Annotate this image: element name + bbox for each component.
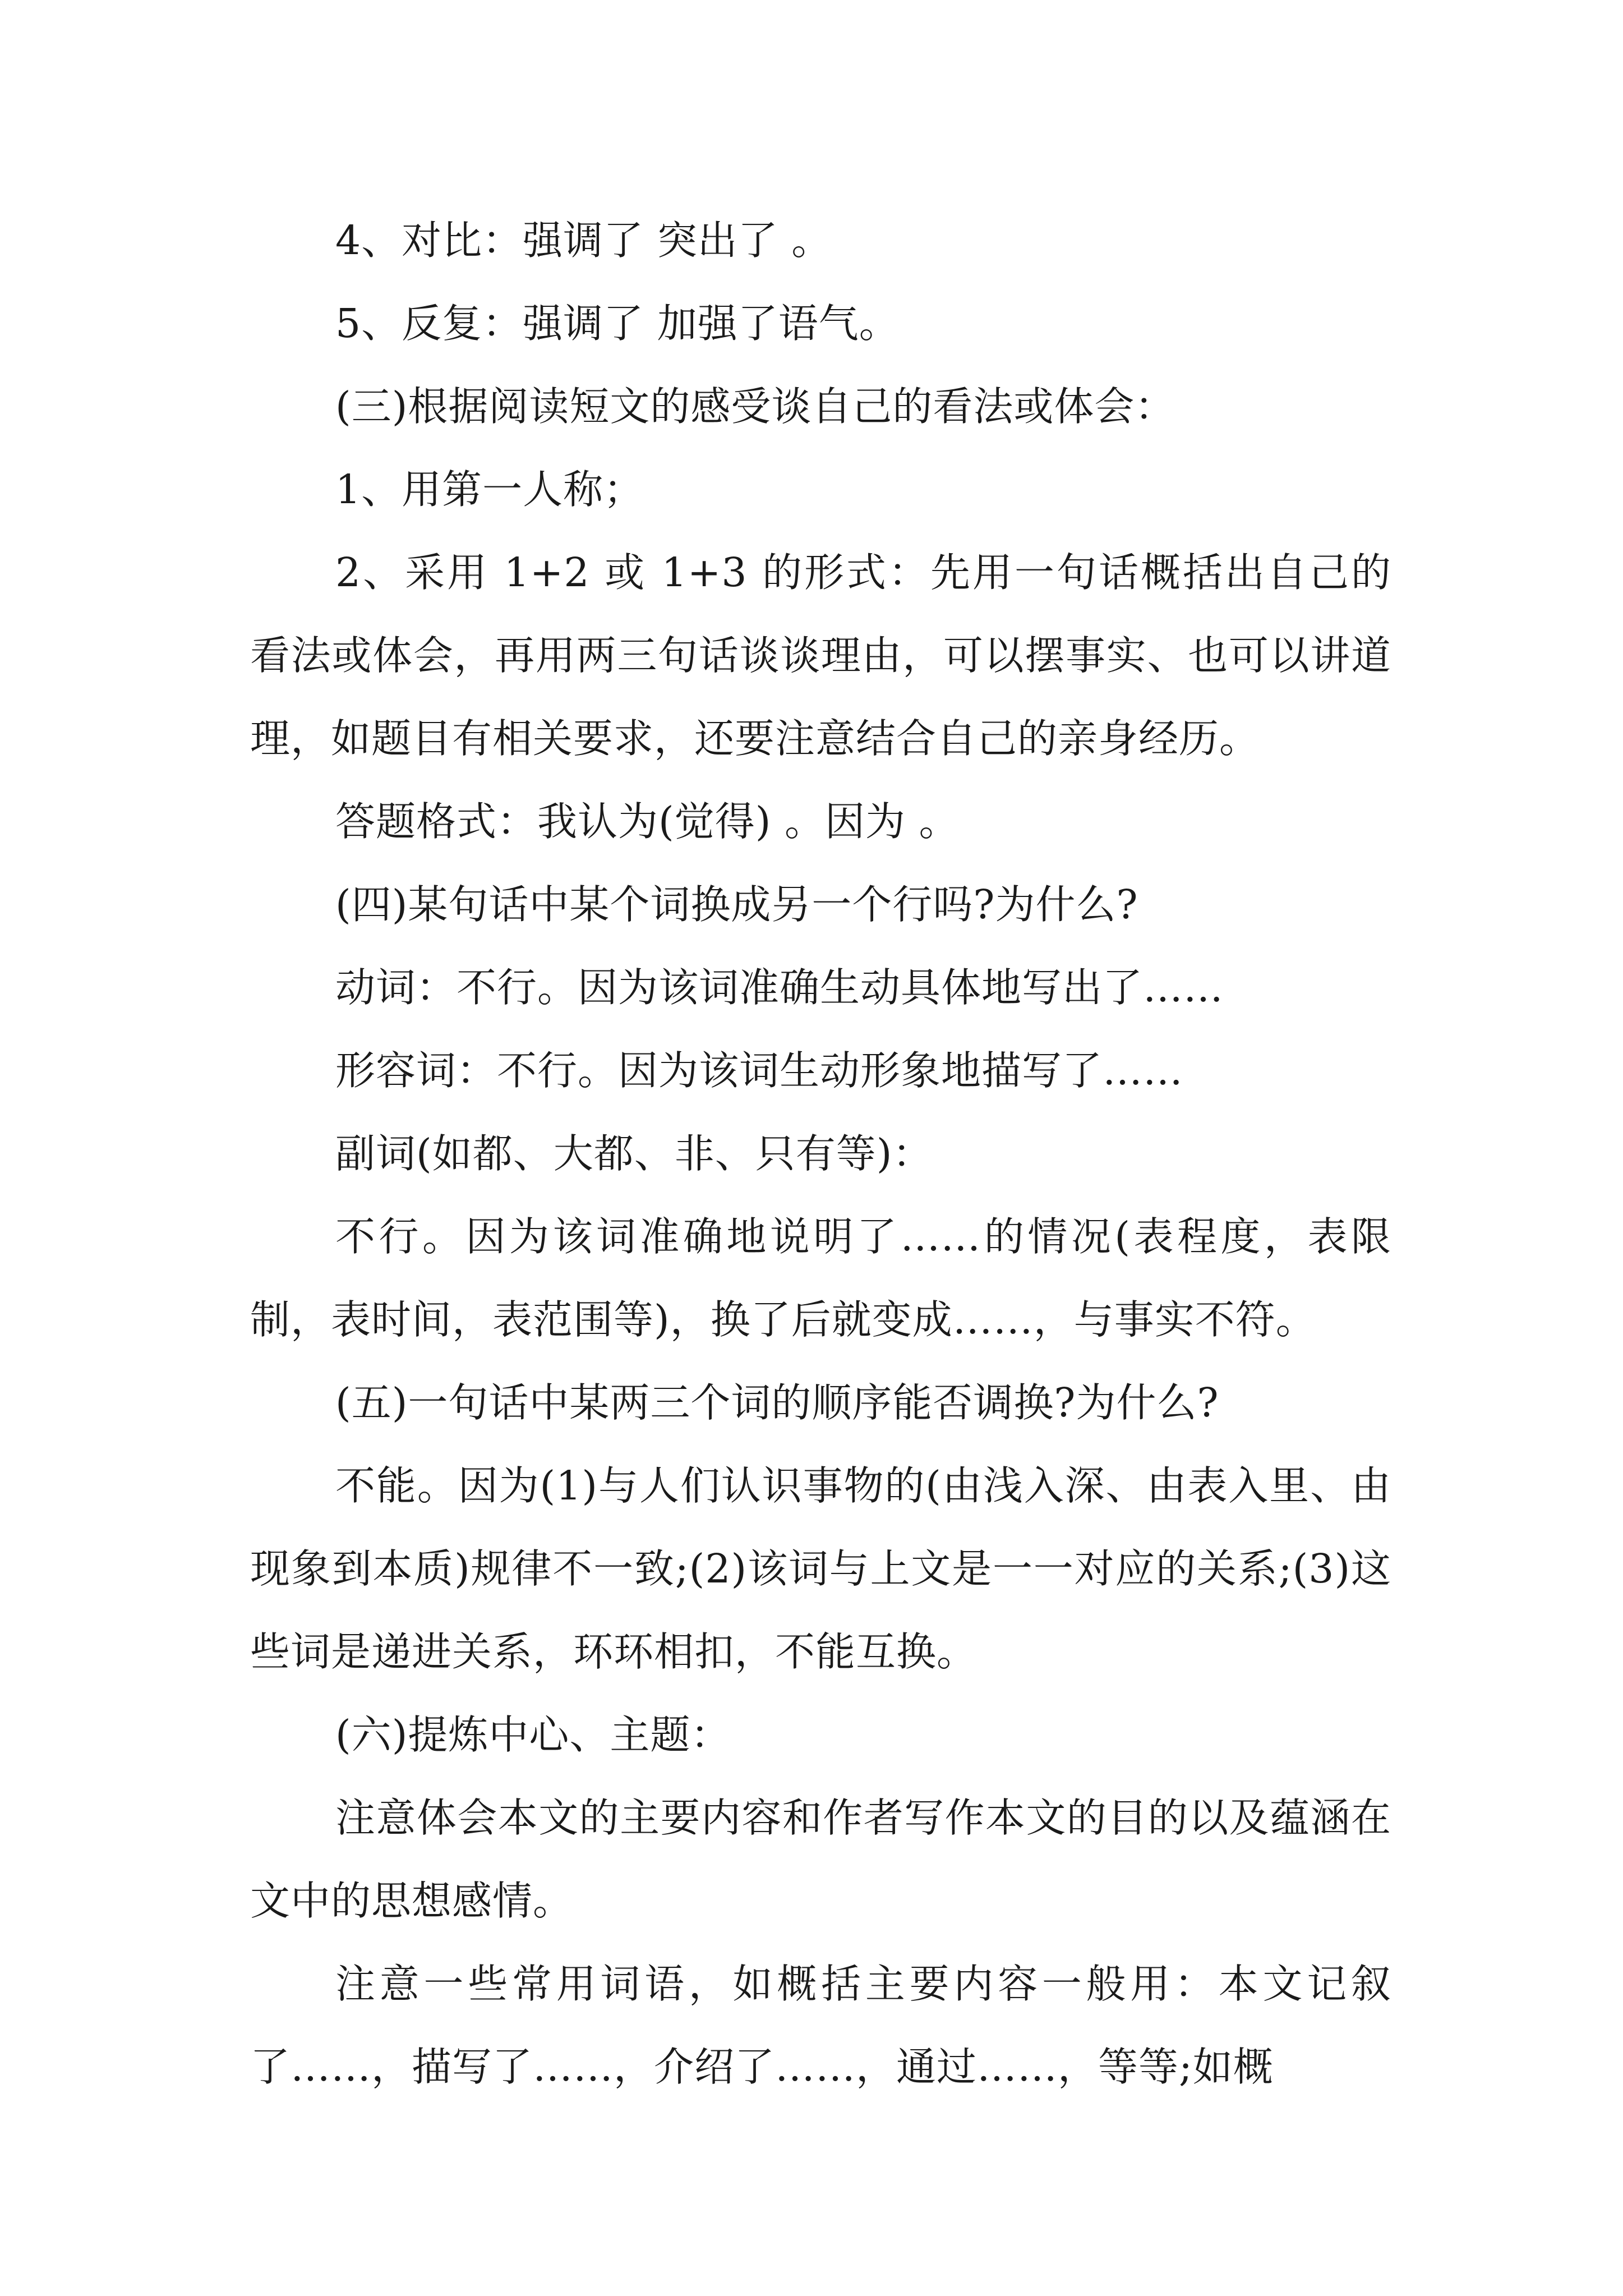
paragraph-adverb: 副词(如都、大都、非、只有等)：: [335, 1130, 933, 1177]
section-heading-6: (六)提炼中心、主题：: [335, 1711, 731, 1758]
paragraph-theme: 注意体会本文的主要内容和作者写作本文的目的以及蕴涵在文中的思想感情。: [250, 1795, 1391, 1924]
paragraph-adjective: 形容词：不行。因为该词生动形象地描写了……: [335, 1047, 1184, 1094]
paragraph-answer-format: 答题格式：我认为(觉得) 。因为 。: [335, 798, 960, 845]
paragraph-order-answer: 不能。因为(1)与人们认识事物的(由浅入深、由表入里、由现象到本质)规律不一致;(2)该词与上文是一一对应的关系;(3)这些词是递进关系，环环相扣，不能互换。: [250, 1462, 1391, 1675]
paragraph-verb: 动词：不行。因为该词准确生动具体地写出了……: [335, 964, 1224, 1011]
paragraph-repetition: 5、反复：强调了 加强了语气。: [335, 300, 900, 347]
paragraph-first-person: 1、用第一人称；: [335, 466, 644, 513]
section-heading-3: (三)根据阅读短文的感受谈自己的看法或体会：: [335, 383, 1175, 430]
paragraph-format: 2、采用 1+2 或 1+3 的形式：先用一句话概括出自己的看法或体会，再用两三句话谈谈理由，可以摆事实、也可以讲道理，如题目有相关要求，还要注意结合自己的亲身经历。: [250, 549, 1391, 762]
section-heading-4: (四)某句话中某个词换成另一个行吗?为什么?: [335, 881, 1138, 928]
body-text: [250, 199, 1391, 2109]
paragraph-adverb-answer: 不行。因为该词准确地说明了……的情况(表程度，表限制，表时间，表范围等)，换了后就变成……，与事实不符。: [250, 1213, 1391, 1343]
paragraph-contrast: 4、对比：强调了 突出了 。: [335, 217, 832, 264]
paragraph-common-words: 注意一些常用词语，如概括主要内容一般用：本文记叙了……，描写了……，介绍了……，通过……，等等;如概: [250, 1961, 1391, 2090]
section-heading-5: (五)一句话中某两三个词的顺序能否调换?为什么?: [335, 1379, 1219, 1426]
